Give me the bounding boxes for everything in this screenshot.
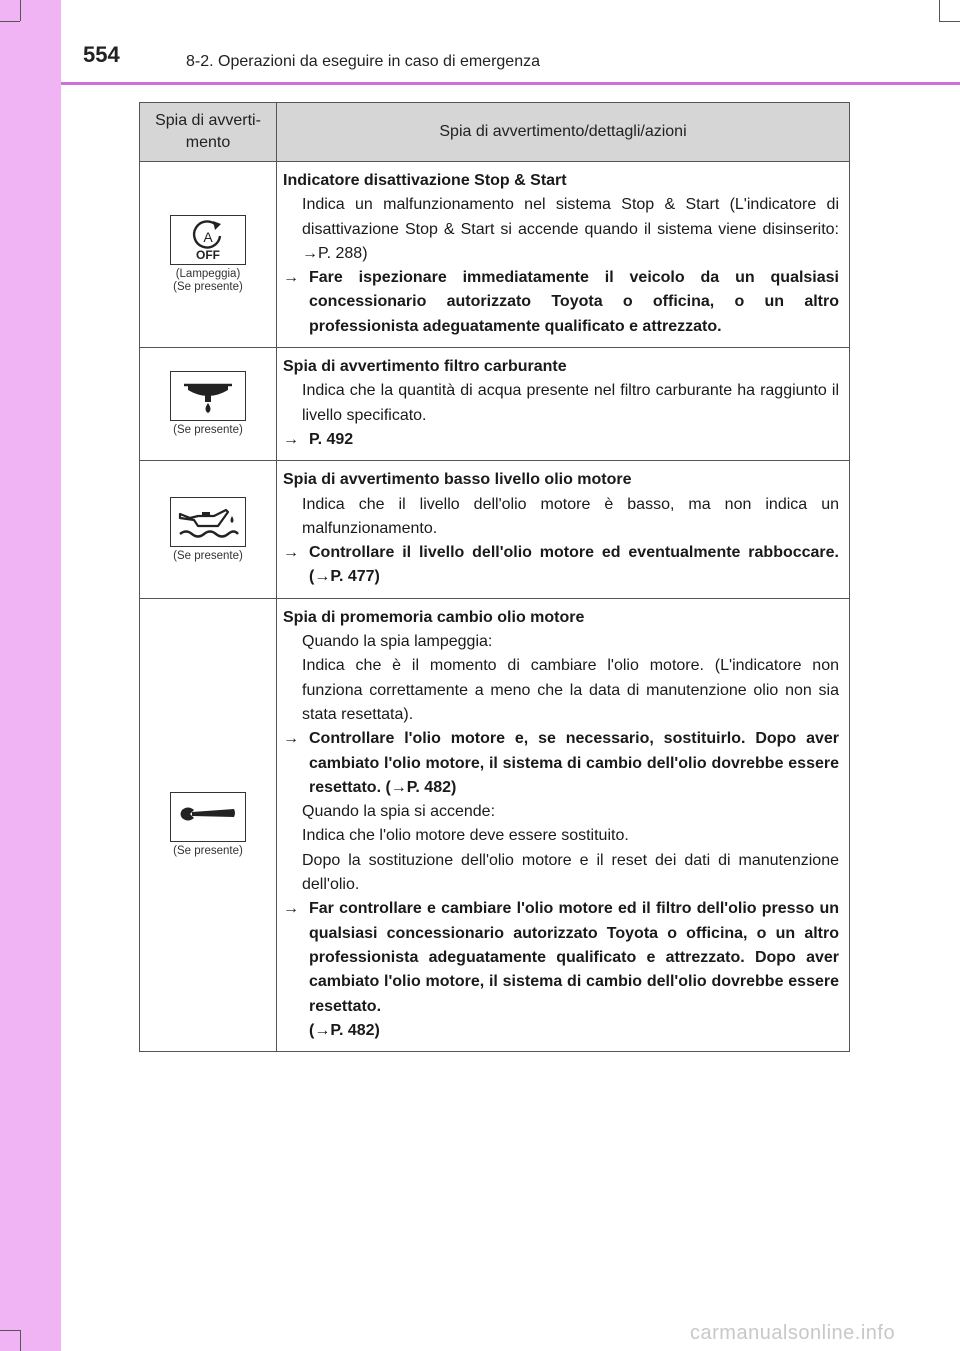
col-header-details: Spia di avvertimento/dettagli/azioni (277, 103, 850, 162)
wrench-icon (170, 792, 246, 842)
light-description: Indica che la quantità di acqua presente nel filtro carburante ha raggiunto il livello specificato. (302, 382, 839, 424)
light-title: Spia di avvertimento basso livello olio motore (283, 471, 632, 489)
icon-note-if-equipped: (Se presente) (173, 281, 243, 294)
description-cell (277, 598, 850, 1051)
light-action: → P. 492 (283, 428, 839, 452)
icon-note-if-equipped: (Se presente) (173, 549, 243, 562)
description-cell (277, 461, 850, 598)
icon-cell (140, 162, 277, 348)
icon-note-if-equipped: (Se presente) (173, 424, 243, 437)
crop-mark (20, 1330, 21, 1351)
oil-level-icon (170, 497, 246, 547)
light-title: Spia di promemoria cambio olio motore (283, 608, 585, 626)
table-row (140, 598, 850, 1051)
arrow-icon: → (283, 430, 299, 448)
page-number: 554 (83, 42, 120, 67)
light-description: Indica che è il momento di cambiare l'olio motore. (L'indicatore non funziona correttamente a meno che la data di manutenzione olio non sia stata resettata). (302, 657, 839, 723)
section-title: 8-2. Operazioni da eseguire in caso di emergenza (186, 53, 540, 70)
light-condition: Quando la spia lampeggia: (302, 633, 493, 651)
arrow-icon: → (314, 1021, 331, 1039)
page-header (61, 0, 960, 84)
header-rule (61, 82, 960, 85)
table-header-row (140, 103, 850, 162)
arrow-icon: → (390, 778, 407, 796)
arrow-icon: → (283, 900, 299, 918)
icon-note-if-equipped: (Se presente) (173, 844, 243, 857)
light-action: → Controllare l'olio motore e, se necessario, sostituirlo. Dopo aver cambiato l'olio motore, il sistema di cambio dell'olio dovrebbe essere resettato. (→P. 482) (283, 727, 839, 800)
table-row (140, 461, 850, 598)
watermark: carmanualsonline.info (690, 1322, 896, 1344)
crop-mark (0, 21, 20, 22)
icon-cell (140, 598, 277, 1051)
light-title: Spia di avvertimento filtro carburante (283, 358, 567, 376)
side-margin-band (0, 0, 61, 1351)
svg-text:OFF: OFF (196, 248, 220, 262)
light-description: Indica che il livello dell'olio motore è basso, ma non indica un malfunzionamento. (302, 495, 839, 537)
table-row (140, 162, 850, 348)
light-title: Indicatore disattivazione Stop & Start (283, 172, 567, 189)
table-row (140, 348, 850, 461)
light-description: Dopo la sostituzione dell'olio motore e il reset dei dati di manutenzione dell'olio. (302, 851, 839, 894)
icon-cell (140, 348, 277, 461)
arrow-icon: → (302, 244, 318, 262)
crop-mark (20, 0, 21, 21)
col-header-warning-light: Spia di avverti-mento (140, 103, 277, 162)
arrow-icon: → (283, 269, 299, 287)
light-condition: Quando la spia si accende: (302, 803, 496, 821)
description-cell (277, 348, 850, 461)
light-action: → Controllare il livello dell'olio motore ed eventualmente rabboccare. (→P. 477) (283, 541, 839, 590)
svg-text:A: A (203, 229, 213, 246)
fuel-filter-icon (170, 371, 246, 421)
arrow-icon: → (283, 544, 299, 562)
description-cell (277, 162, 850, 348)
arrow-icon: → (314, 568, 331, 586)
icon-note-flashing: (Lampeggia) (175, 268, 241, 281)
crop-mark (0, 1330, 20, 1331)
arrow-icon: → (283, 730, 299, 748)
light-description: Indica che l'olio motore deve essere sostituito. (302, 827, 629, 845)
stop-start-off-icon (170, 215, 246, 265)
warning-light-table (139, 102, 850, 1052)
light-action: → Far controllare e cambiare l'olio motore ed il filtro dell'olio presso un qualsiasi concessionario autorizzato Toyota o officina, o un altro professionista adeguatamente qualificato e attrezzato. Dopo aver cambiato l'olio motore, il sistema di cambio dell'olio dovrebbe essere resettato. (→P. 482) (283, 897, 839, 1043)
light-action: → Fare ispezionare immediatamente il veicolo da un qualsiasi concessionario autorizzato Toyota o officina, o un altro professionista adeguatamente qualificato e attrezzato. (283, 266, 839, 339)
icon-cell (140, 461, 277, 598)
light-description: Indica un malfunzionamento nel sistema Stop & Start (L'indicatore di disattivazione Stop & Start si accende quando il sistema viene disinserito: →P. 288) (302, 196, 839, 262)
